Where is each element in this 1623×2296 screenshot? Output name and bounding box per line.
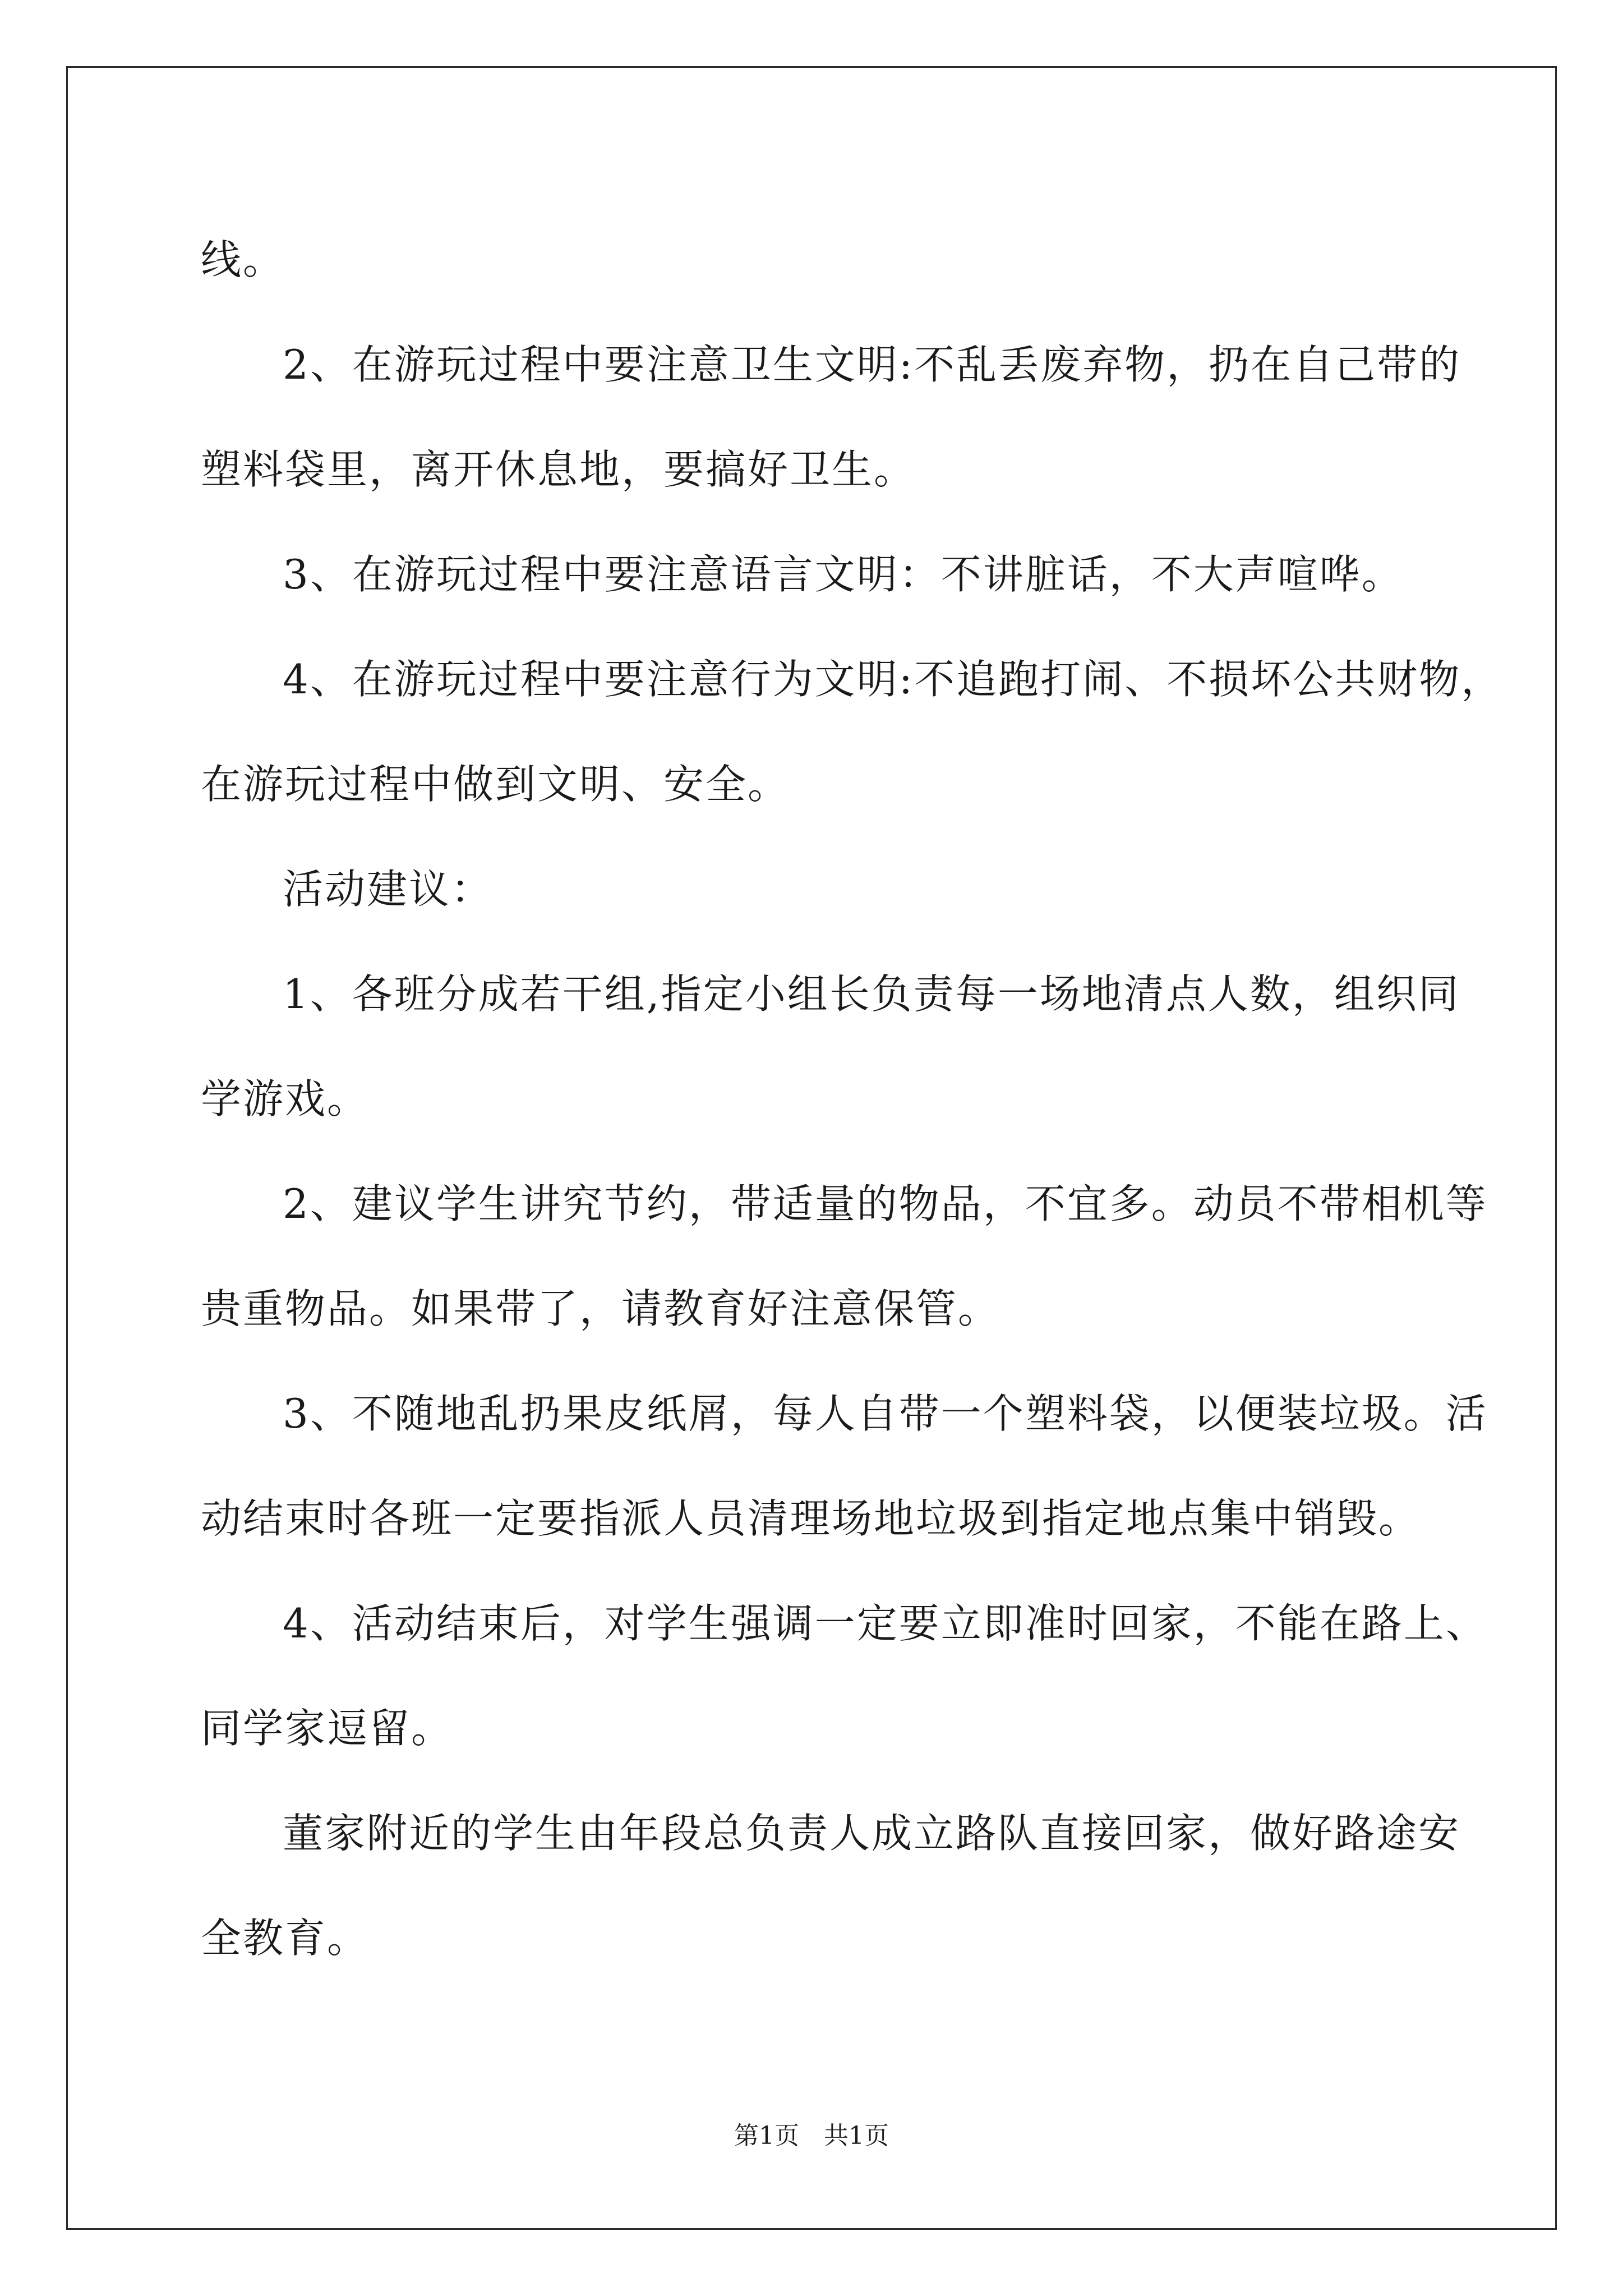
section-heading	[201, 837, 1429, 942]
paragraph-4	[201, 627, 1504, 837]
paragraph-8-line-1: 3、不随地乱扔果皮纸屑，每人自带一个塑料袋，以便装垃圾。活	[283, 1390, 1488, 1437]
paragraph-9-line-1: 4、活动结束后，对学生强调一定要立即准时回家，不能在路上、	[283, 1600, 1488, 1647]
paragraph-10-line-2: 全教育。	[201, 1915, 370, 1962]
paragraph-8	[201, 1361, 1488, 1571]
paragraph-6-line-1: 1、各班分成若干组,指定小组长负责每一场地清点人数，组织同	[283, 970, 1460, 1018]
paragraph-2-line-1: 2、在游玩过程中要注意卫生文明:不乱丢废弃物，扔在自己带的	[283, 341, 1461, 388]
document-body	[201, 208, 1504, 1991]
paragraph-7	[201, 1152, 1488, 1361]
paragraph-1	[201, 208, 1429, 312]
section-heading-line: 活动建议：	[283, 866, 494, 913]
paragraph-2-line-2: 塑料袋里，离开休息地，要搞好卫生。	[201, 446, 916, 493]
paragraph-7-line-2: 贵重物品。如果带了，请教育好注意保管。	[201, 1285, 1000, 1332]
paragraph-7-line-1: 2、建议学生讲究节约，带适量的物品，不宜多。动员不带相机等	[283, 1180, 1488, 1227]
paragraph-8-line-2: 动结束时各班一定要指派人员清理场地垃圾到指定地点集中销毁。	[201, 1495, 1421, 1542]
paragraph-10-line-1: 董家附近的学生由年段总负责人成立路队直接回家，做好路途安	[283, 1810, 1461, 1857]
paragraph-9-line-2: 同学家逗留。	[201, 1705, 454, 1752]
paragraph-6-line-2: 学游戏。	[201, 1075, 370, 1122]
paragraph-1-line-1: 线。	[201, 236, 285, 283]
paragraph-9	[201, 1571, 1488, 1781]
paragraph-10	[201, 1781, 1461, 1991]
paragraph-4-line-2: 在游玩过程中做到文明、安全。	[201, 761, 790, 808]
paragraph-2	[201, 312, 1461, 522]
paragraph-4-line-1: 4、在游玩过程中要注意行为文明:不追跑打闹、不损坏公共财物，	[283, 656, 1504, 703]
page-number-footer: 第1页 共1页	[734, 2122, 889, 2150]
paragraph-6	[201, 942, 1460, 1152]
paragraph-3	[201, 522, 1429, 627]
paragraph-3-line-1: 3、在游玩过程中要注意语言文明：不讲脏话，不大声喧哗。	[283, 551, 1404, 598]
